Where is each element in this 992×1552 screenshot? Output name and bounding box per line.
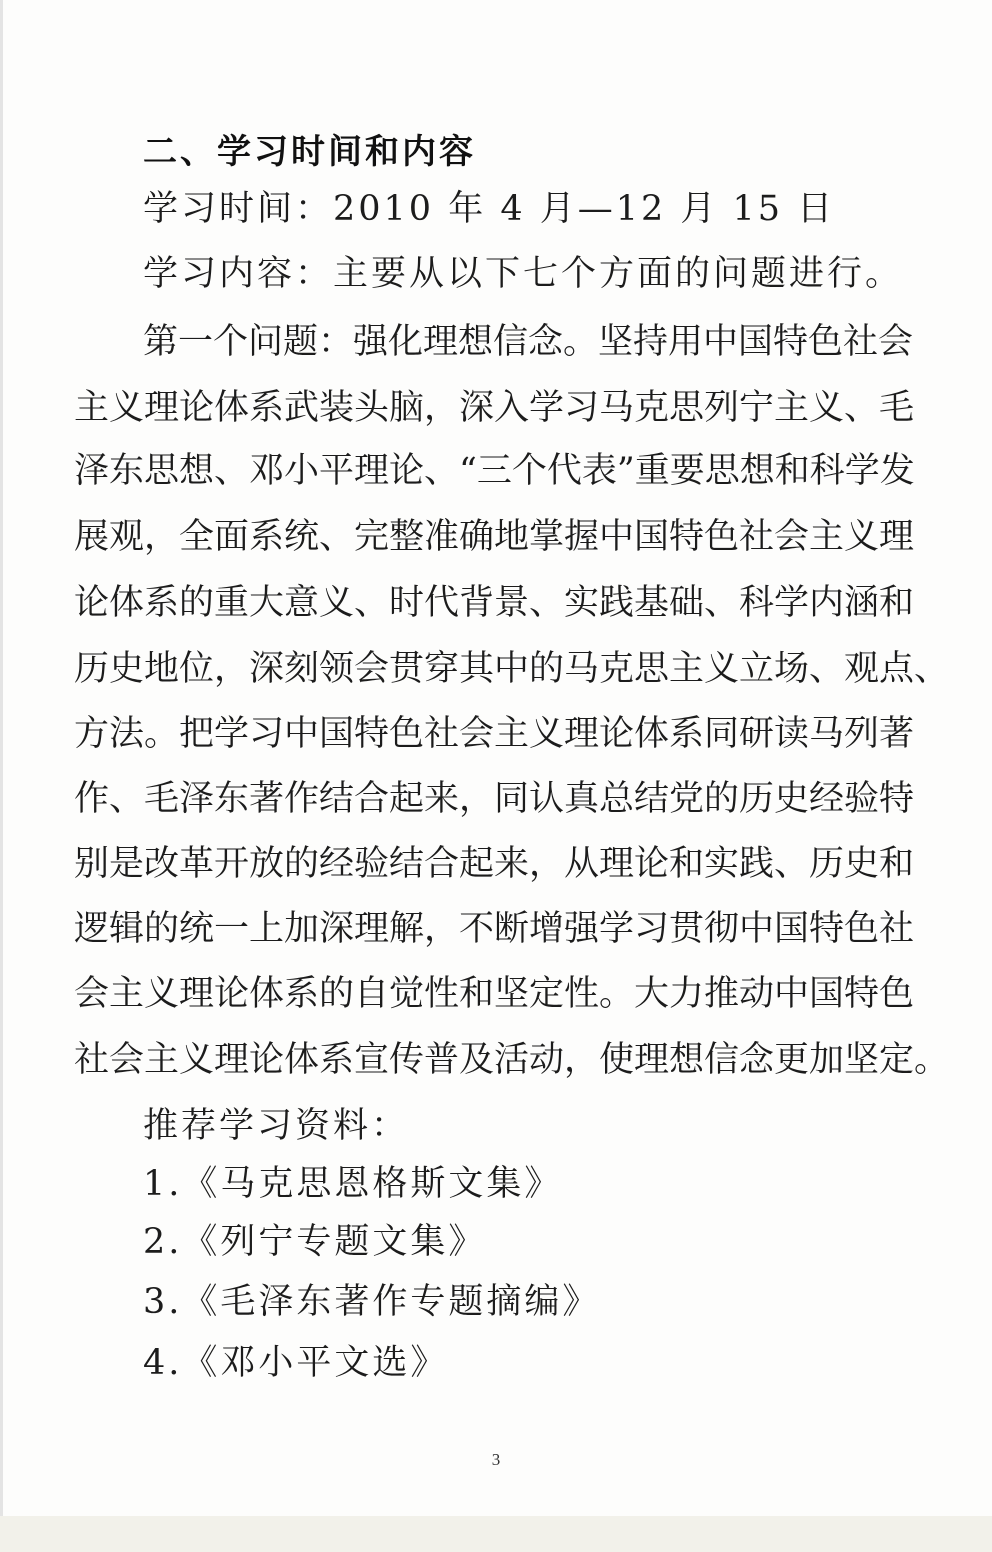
- body-line-9: 别是改革开放的经验结合起来，从理论和实践、历史和: [74, 844, 915, 884]
- body-line-5: 论体系的重大意义、时代背景、实践基础、科学内涵和: [74, 583, 915, 623]
- body-line-3: 泽东思想、邓小平理论、“三个代表”重要思想和科学发: [74, 451, 915, 491]
- material-item-4: 4.《邓小平文选》: [143, 1343, 449, 1383]
- material-item-2: 2.《列宁专题文集》: [143, 1222, 487, 1262]
- study-time-line: 学习时间：2010 年 4 月—12 月 15 日: [143, 189, 836, 229]
- body-line-2: 主义理论体系武装头脑，深入学习马克思列宁主义、毛: [74, 388, 915, 428]
- body-line-11: 会主义理论体系的自觉性和坚定性。大力推动中国特色: [74, 974, 915, 1014]
- study-content-line: 学习内容：主要从以下七个方面的问题进行。: [143, 254, 904, 294]
- body-line-6: 历史地位，深刻领会贯穿其中的马克思主义立场、观点、: [74, 649, 950, 689]
- material-item-3: 3.《毛泽东著作专题摘编》: [143, 1282, 601, 1322]
- body-line-8: 作、毛泽东著作结合起来，同认真总结党的历史经验特: [74, 779, 915, 819]
- page-number: 3: [491, 1450, 501, 1469]
- body-line-10: 逻辑的统一上加深理解，不断增强学习贯彻中国特色社: [74, 909, 915, 949]
- body-line-12: 社会主义理论体系宣传普及活动，使理想信念更加坚定。: [74, 1040, 950, 1080]
- scan-edge: [0, 0, 3, 1552]
- scan-edge-bottom: [0, 1516, 992, 1552]
- section-heading: 二、学习时间和内容: [143, 132, 476, 172]
- body-line-1: 第一个问题：强化理想信念。坚持用中国特色社会: [143, 322, 914, 362]
- materials-heading: 推荐学习资料：: [143, 1106, 410, 1146]
- body-line-4: 展观，全面系统、完整准确地掌握中国特色社会主义理: [74, 517, 915, 557]
- body-line-7: 方法。把学习中国特色社会主义理论体系同研读马列著: [74, 714, 915, 754]
- material-item-1: 1.《马克思恩格斯文集》: [143, 1164, 563, 1204]
